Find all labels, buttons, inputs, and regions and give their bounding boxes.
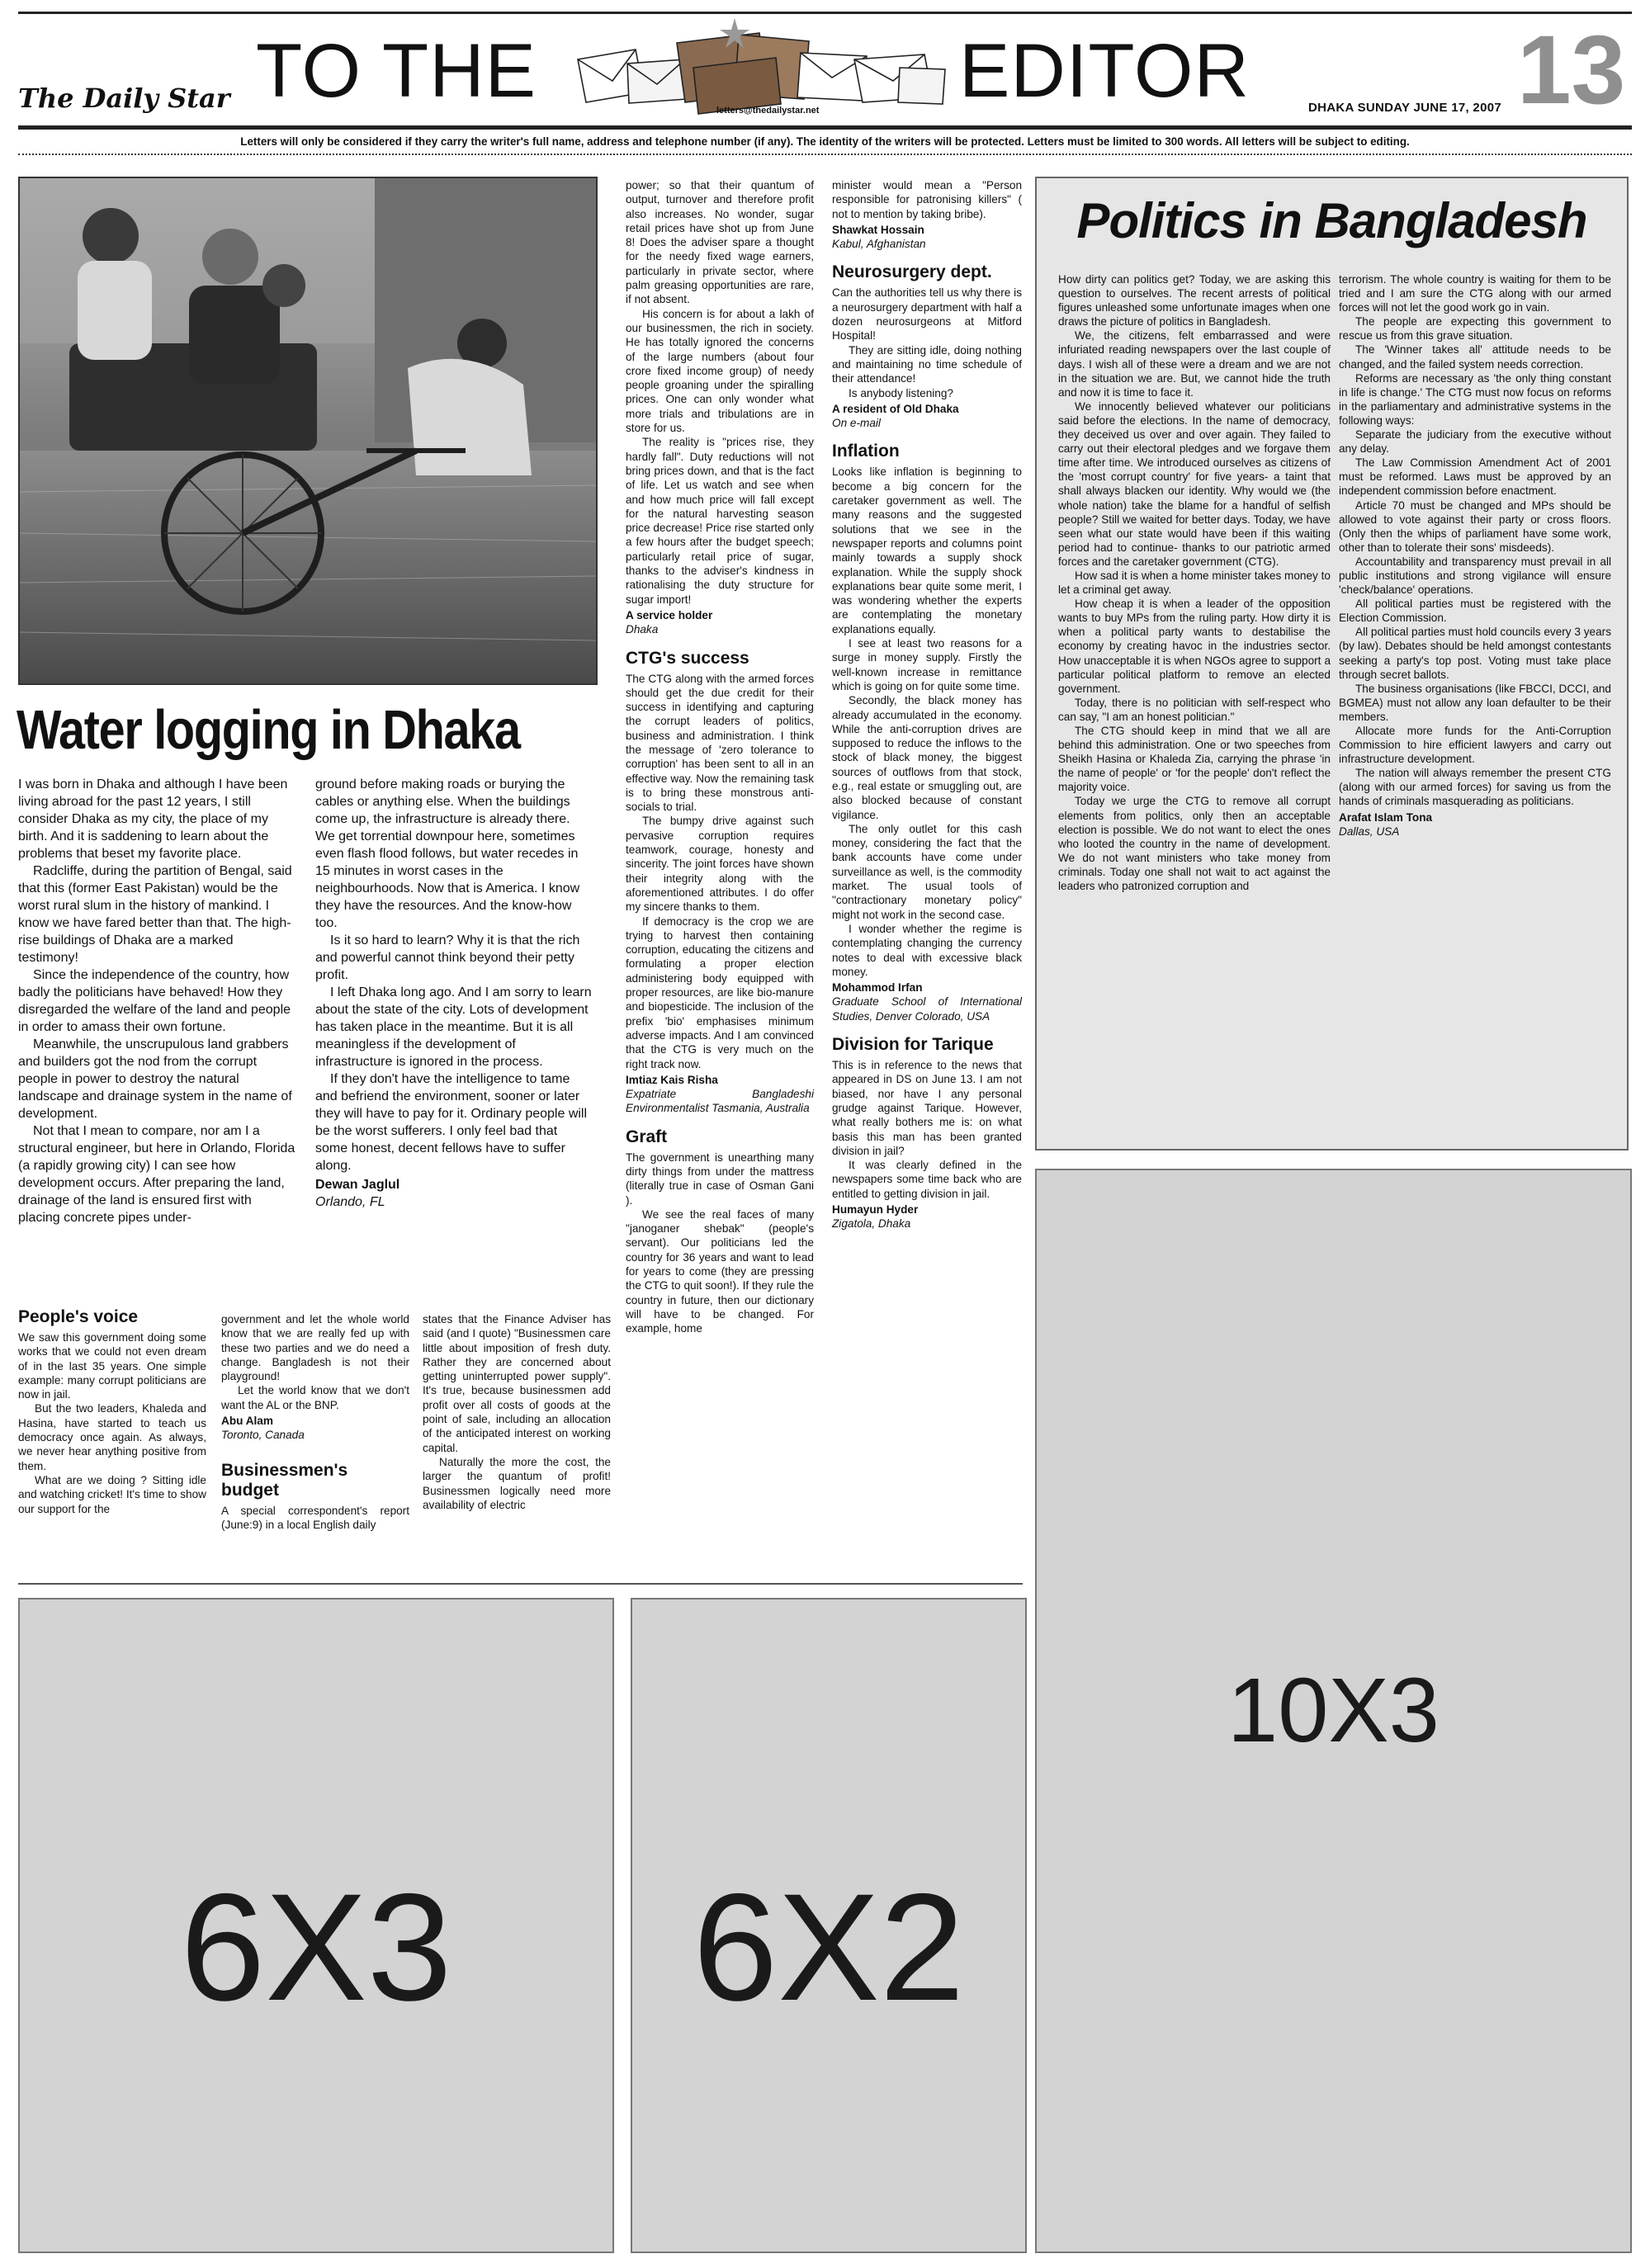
ad-placeholder-10x3 (1035, 1169, 1632, 2253)
paragraph: Reforms are necessary as 'the only thing constant in life is change.' The CTG must now focus on reforms in the parliamentary and administrative systems in the following ways: (1339, 371, 1611, 427)
paragraph: Naturally the more the cost, the larger the quantum of profit! Businessmen logically need more availability of electric (423, 1455, 611, 1511)
peoples-voice-col2 (221, 1312, 409, 1532)
paragraph: We, the citizens, felt embarrassed and were infuriated reading newspapers over the last couple of days. I wish all of these were a dream and we are not in the situation we are. But, we cannot hide the truth and now it is time to face it. (1058, 329, 1331, 399)
paragraph: This is in reference to the news that appeared in DS on June 13. I am not biased, nor have I any personal grudge against Tarique. However, what really bothers me is: on what basis this man has been granted division in jail? (832, 1059, 1022, 1157)
paragraph: How sad it is when a home minister takes money to let a criminal get away. (1058, 569, 1331, 597)
ads-divider-rule (18, 1583, 1023, 1585)
signature: Mohammod Irfan (832, 981, 923, 995)
signature-location: Toronto, Canada (221, 1429, 305, 1442)
signature: Abu Alam (221, 1415, 273, 1428)
signature: Dewan Jaglul (315, 1178, 400, 1192)
paragraph: Meanwhile, the unscrupulous land grabbers and builders got the nod from the corrupt people in power to destroy the natural landscape and drainage system in the name of development. (18, 1037, 292, 1121)
peoples-voice-headline: People's voice (18, 1307, 139, 1326)
paragraph: Let the world know that we don't want the AL or the BNP. (221, 1384, 409, 1411)
inflation-headline: Inflation (832, 442, 900, 461)
signature-location: Orlando, FL (315, 1195, 385, 1209)
signature-location: Zigatola, Dhaka (832, 1217, 911, 1231)
paragraph: government and let the whole world know that we are really fed up with these two parties and we do need a change. Bangladesh is not their playground! (221, 1313, 409, 1383)
paragraph: The bumpy drive against such pervasive corruption requires teamwork, courage, honesty and sincerity. The joint forces have shown their integrity along with the aforementioned attributes. I do offer my sincere thanks to them. (626, 815, 814, 914)
paragraph: Is anybody listening? (849, 386, 953, 399)
paragraph: It was clearly defined in the newspapers some time back who are entitled to getting division in jail. (832, 1159, 1022, 1200)
signature: A resident of Old Dhaka (832, 402, 959, 415)
ctg-success-headline: CTG's success (626, 648, 749, 668)
paragraph: If democracy is the crop we are trying to harvest then containing corruption, educating the citizens and formulating a proper election administering body equipped with proper resources, are like bio-manure and biopesticide. The inclusion of the prefix 'bio' emphasises minimum adverse impacts. And I am convinced that the CTG is very much on the right track now. (626, 914, 814, 1070)
ad-placeholder-6x3 (18, 1598, 614, 2253)
ad-size-label: 6X3 (180, 1863, 452, 2033)
submission-notice: Letters will only be considered if they carry the writer's full name, address and telephone number (if any). The identity of the writers will be protected. Letters must be limited to 300 words. All letters will be subject to editing. (240, 135, 1410, 148)
businessmen-col3 (423, 1312, 611, 1512)
flood-photo (18, 177, 598, 685)
paragraph: We innocently believed whatever our politicians said before the elections. In the name of democracy, they deceived us over and over again. They failed to carry out their electoral pledges and we forgave them time after time. We introduced ourselves as citizens of the 'most corrupt country' for five years- a taint that shall always blacken our identity. Why would we (the whole nation) take the blame for a handful of selfish people? Still we waited for better days. Today, we have seen what our state would have been if this waiting period had to continue- thanks to our patriotic armed forces and the caretaker government (CTG). (1058, 399, 1331, 568)
paragraph: Can the authorities tell us why there is a neurosurgery department with half a dozen neurosurgeons at Mitford Hospital! (832, 286, 1022, 343)
masthead-email[interactable]: letters@thedailystar.net (716, 106, 820, 116)
paragraph: How dirty can politics get? Today, we are asking this question to ourselves. The recent arrests of political figures unleashed some unfortunate images when one draws the picture of politics in Bangladesh. (1058, 273, 1331, 328)
paragraph: Article 70 must be changed and MPs should be allowed to vote against their party or cross floors. (Only then the whips of parliament have some work, other than to tolerate their sons' misdeeds). (1339, 498, 1611, 554)
paragraph: Since the independence of the country, how badly the politicians have behaved! How they disregarded the welfare of the land and people in order to amass their own fortune. (18, 968, 291, 1034)
column-4 (626, 178, 814, 1336)
signature-location: Kabul, Afghanistan (832, 238, 926, 251)
paragraph: They are sitting idle, doing nothing and maintaining no time schedule of their attendance! (832, 343, 1022, 385)
dateline: DHAKA SUNDAY JUNE 17, 2007 (1308, 101, 1502, 115)
paragraph: I see at least two reasons for a surge in money supply. Firstly the well-known increase in remittance which is going on for quite some time. (832, 637, 1022, 692)
paragraph: minister would mean a "Person responsible for patronising killers" ( not to mention by taking bribe). (832, 179, 1022, 220)
signature: Shawkat Hossain (832, 223, 924, 236)
paragraph: All political parties must hold councils every 3 years (by law). Debates should be held amongst contestants seeking a party's top post. Voting must take place through secret ballots. (1339, 626, 1611, 681)
paragraph: Radcliffe, during the partition of Bengal, said that this (former East Pakistan) would be the worst rural slum in the history of mankind. I know we have fared better than that. The high-rise buildings of Dhaka are a marked testimony! (18, 864, 292, 965)
paragraph: Looks like inflation is beginning to become a big concern for the caretaker government as well. The many reasons and the suggested solutions that we see in the newspaper reports and columns point mainly towards a supply shock explanation. While the supply shock explanations bear quite some merit, I was wondering whether the experts are contemplating the monetary explanations equally. (832, 465, 1022, 636)
paragraph: The reality is "prices rise, they hardly fall". Duty reductions will not bring prices down, and that is the fact of life. Let us watch and see when and how much price will fall except for the natural harvesting season price decrease! Price rise started only a few hours after the budget speech; particularly retail price of sugar, thanks to the adviser's kindness in rationalising the duty structure for sugar import! (626, 436, 814, 606)
notice-dotted-rule (18, 154, 1632, 155)
masthead-rule (18, 125, 1632, 130)
paragraph: His concern is for about a lakh of our businessmen, the rich in society. He has totally ignored the concerns of the large numbers (about four crore fixed income group) of needy people groaning under the spiralling prices. One can only wonder what more trials and tribulations are in store for us. (626, 307, 814, 435)
paragraph: If they don't have the intelligence to tame and befriend the environment, sooner or later they will have to pay for it. Ordinary people will be the worst sufferers. I only feel bad that some honest, decent fellows have to suffer along. (315, 1072, 588, 1173)
masthead-title-right: EDITOR (959, 29, 1250, 113)
paragraph: Allocate more funds for the Anti-Corruption Commission to hire efficient lawyers and carry out infrastructure development. (1339, 725, 1611, 766)
signature-location: On e-mail (832, 417, 881, 430)
paragraph: But the two leaders, Khaleda and Hasina, have started to teach us democracy once again. As always, we never hear anything positive from them. (18, 1402, 206, 1472)
tarique-headline: Division for Tarique (832, 1035, 994, 1055)
masthead-logo: The Daily Star (18, 83, 230, 114)
signature-location: Dhaka (626, 623, 659, 636)
paragraph: ground before making roads or burying the cables or anything else. When the buildings come up, the infrastructure is already there. We get torrential downpour here, sometimes even flash flood follows, but water recedes in 15 minutes in worst cases in the neighbourhoods. Now that is America. I know they have the resources. And the know-how too. (315, 777, 580, 930)
signature-location: Dallas, USA (1339, 825, 1400, 838)
paragraph: Today, there is no politician with self-respect who can say, "I am an honest politician." (1058, 696, 1331, 723)
paragraph: The government is unearthing many dirty things from under the mattress (literally true in case of Osman Gani ). (626, 1151, 814, 1207)
politics-col1 (1058, 272, 1331, 893)
ad-size-label: 6X2 (693, 1863, 965, 2033)
paragraph: Is it so hard to learn? Why it is that the rich and powerful cannot think beyond their petty profit. (315, 933, 580, 982)
paragraph: The people are expecting this government to rescue us from this grave situation. (1339, 315, 1611, 343)
paragraph: A special correspondent's report (June:9) in a local English daily (221, 1504, 409, 1531)
ad-placeholder-6x2 (631, 1598, 1027, 2253)
paragraph: We see the real faces of many "janoganer shebak" (people's servant). Our politicians led the country for 36 years and want to lead for years to come (they are pressing the CTG to quit soon!). If they rule the country in future, then our dictionary will have to be changed. For example, home (626, 1207, 814, 1335)
signature: Arafat Islam Tona (1339, 810, 1433, 824)
paragraph: power; so that their quantum of output, turnover and therefore profit also increases. No wonder, sugar retail prices have shot up from June 8! Does the adviser spare a thought for the needy fixed wage earners, particularly in private sector, where palm greasing opportunities are rare, if not absent. (626, 179, 814, 306)
paragraph: Accountability and transparency must prevail in all public institutions and strong vigilance will ensure 'check/balance' operations. (1339, 555, 1611, 597)
paragraph: What are we doing ? Sitting idle and watching cricket! It's time to show our support for the (18, 1473, 206, 1515)
paragraph: Secondly, the black money has already accumulated in the economy. While the anti-corruption drives are supposed to reduce the inflows to the stock of black money, the biggest sources of outflows from that stock, e.g., real estate or smuggling out, are also blocked because of constant vigilance. (832, 694, 1022, 821)
water-logging-col2 (315, 776, 593, 1211)
signature-location: Graduate School of International Studies, Denver Colorado, USA (832, 995, 1022, 1023)
paragraph: How cheap it is when a leader of the opposition wants to buy MPs from the ruling party. How dirty it is when a political party wants to destabilise the economy by creating havoc in the industries sector. How unacceptable it is when NGOs agree to support a particular political platform to remove an elected government. (1058, 598, 1331, 695)
paragraph: We saw this government doing some works that we could not even dream of in the last 35 years. One simple example: many corrupt politicians are now in jail. (18, 1331, 206, 1401)
ad-size-label: 10X3 (1227, 1660, 1440, 1761)
graft-headline: Graft (626, 1127, 668, 1146)
paragraph: The nation will always remember the present CTG (along with our armed forces) for saving us from the hands of criminals masquerading as politicians. (1339, 767, 1611, 808)
paragraph: The CTG should keep in mind that we all are behind this administration. One or two speeches from Sheikh Hasina or Khaleda Zia, carrying the phrase 'in the name of people' or 'for the people' don't reflect the majority voice. (1058, 725, 1331, 794)
paragraph: The CTG along with the armed forces should get the due credit for their success in identifying and capturing the corrupt leaders of politics, business and administration. I think the message of 'zero tolerance to corruption' has been sent to all in an effective way. Now the remaining task is to bring these monstrous anti-socials to trial. (626, 672, 814, 814)
politics-headline: Politics in Bangladesh (1076, 193, 1587, 248)
top-rule (18, 12, 1632, 14)
businessmen-headline: Businessmen's budget (221, 1460, 348, 1500)
page-number: 13 (1517, 16, 1626, 125)
paragraph: The only outlet for this cash money, considering the fact that the bank accounts have come under surveillance as well, is the commodity market. The usual tools of "contractionary monetary policy" might not work in the second case. (832, 822, 1022, 921)
paragraph: The Law Commission Amendment Act of 2001 must be reformed. Laws must be approved by an independent commission before enactment. (1339, 456, 1611, 498)
neurosurgery-headline: Neurosurgery dept. (832, 262, 992, 282)
signature: Imtiaz Kais Risha (626, 1073, 718, 1086)
column-5 (832, 178, 1022, 1231)
signature: Humayun Hyder (832, 1203, 919, 1216)
water-logging-headline: Water logging in Dhaka (17, 699, 520, 761)
masthead-title-left: TO THE (256, 29, 537, 113)
signature-location: Expatriate Bangladeshi Environmentalist Tasmania, Australia (626, 1088, 814, 1115)
paragraph: states that the Finance Adviser has said (and I quote) "Businessmen care little about imposition of fresh duty. Rather they are concerned about getting uninterrupted power supply". It's true, because businessmen add profit over all costs of goods at the point of sale, including an allocation of the anticipated interest on working capital. (423, 1313, 611, 1454)
peoples-voice-col1 (18, 1307, 206, 1516)
paragraph: All political parties must be registered with the Election Commission. (1339, 598, 1611, 625)
paragraph: Not that I mean to compare, nor am I a structural engineer, but here in Orlando, Florida (a rapidly growing city) I can see how development occurs. After preparing the land, drainage of the land is ensured first with placing concrete pipes under- (18, 1124, 295, 1225)
paragraph: I was born in Dhaka and although I have been living abroad for the past 12 years, I still consider Dhaka as my city, the place of my birth. And it is saddening to learn about the problems that beset my favorite place. (18, 777, 288, 861)
paragraph: terrorism. The whole country is waiting for them to be tried and I am sure the CTG along with our armed forces will not let the good work go in vain. (1339, 273, 1611, 314)
paragraph: I wonder whether the regime is contemplating changing the currency notes to deal with excessive black money. (832, 922, 1022, 978)
paragraph: Today we urge the CTG to remove all corrupt elements from politics, only then an acceptable election is possible. We do not want to elect the ones who looted the country in the name of development. We do not want ministers who take money from criminals. Today one shall not wait to act against the leaders who patronized corruption and (1058, 795, 1331, 893)
paragraph: I left Dhaka long ago. And I am sorry to learn about the state of the city. Lots of development has taken place in the meantime. But it is all meaningless if the development of infrastructure is ignored in the process. (315, 985, 592, 1069)
paragraph: Separate the judiciary from the executive without any delay. (1339, 428, 1611, 456)
politics-col2 (1339, 272, 1611, 839)
water-logging-col1 (18, 776, 295, 1226)
paragraph: The business organisations (like FBCCI, DCCI, and BGMEA) must not allow any loan defaulter to be their members. (1339, 682, 1611, 723)
paragraph: The 'Winner takes all' attitude needs to be changed, and the failed system needs correction. (1339, 343, 1611, 371)
signature: A service holder (626, 608, 713, 621)
